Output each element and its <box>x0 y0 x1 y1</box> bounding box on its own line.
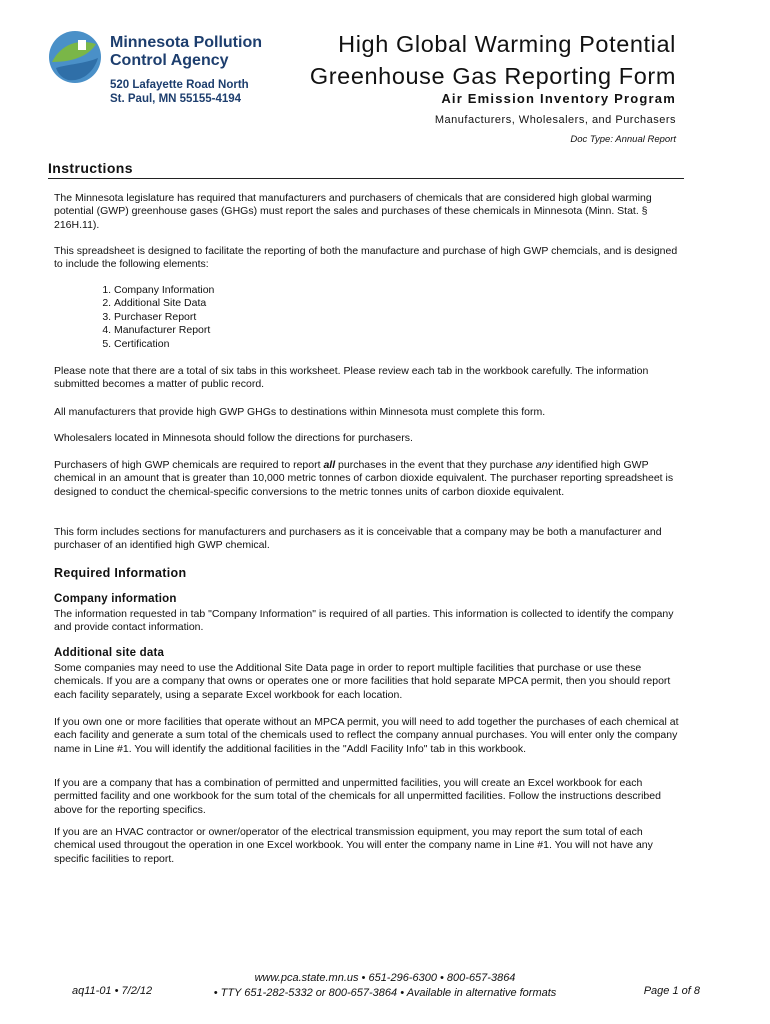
paragraph-text: If you are an HVAC contractor or owner/operator of the electrical transmission equipment, you may report the sum total of each chemical used througout the operation in one Excel workbook. You will enter the company name in Line #1. You will not have any specific facilities to report. <box>54 826 653 865</box>
agency-name-line2: Control Agency <box>110 52 229 69</box>
footer-contact-line1: www.pca.state.mn.us • 651-296-6300 • 800-657-3864 <box>254 972 516 984</box>
footer-contact-line2: • TTY 651-282-5332 or 800-657-3864 • Available in alternative formats <box>213 987 557 999</box>
text-run: purchases in the event that they purchase <box>335 459 536 471</box>
instructions-paragraph-5 <box>54 432 684 445</box>
agency-name-line1: Minnesota Pollution <box>110 34 262 51</box>
instructions-paragraph-7 <box>54 526 684 553</box>
site-data-paragraph-1 <box>54 662 684 702</box>
form-title <box>310 28 676 92</box>
audience-line: Manufacturers, Wholesalers, and Purchasers <box>434 114 676 126</box>
paragraph-text: If you own one or more facilities that operate without an MPCA permit, you will need to add together the purchases of each chemical at each facility and generate a sum total of the chemicals used to reflect the company annual purchases. You will enter only the company name in Line #1. You will identify the additional facilities in the "Addl Facility Info" tab in this workbook. <box>54 716 679 755</box>
site-data-paragraph-3 <box>54 777 684 817</box>
site-data-paragraph-2 <box>54 716 684 756</box>
paragraph-text: All manufacturers that provide high GWP GHGs to destinations within Minnesota must complete this form. <box>54 406 546 418</box>
paragraph-text: If you are a company that has a combination of permitted and unpermitted facilities, you will create an Excel workbook for each permitted facility and one workbook for the sum total of the chemicals for all unpermitted facilities. Follow the instructions described above for the reporting specifics. <box>54 777 661 816</box>
instructions-paragraph-2 <box>54 245 684 272</box>
footer-page-number: Page 1 of 8 <box>643 985 700 997</box>
instructions-paragraph-4 <box>54 406 684 419</box>
program-name: Air Emission Inventory Program <box>441 91 676 106</box>
paragraph-text: The information requested in tab "Company Information" is required of all parties. This information is collected to identify the company and provide contact information. <box>54 608 674 634</box>
address-line2: St. Paul, MN 55155-4194 <box>110 93 242 105</box>
paragraph-text: This spreadsheet is designed to facilitate the reporting of both the manufacture and purchase of high GWP chemcials, and is designed to include the following elements: <box>54 245 678 271</box>
list-item: 3. Purchaser Report <box>114 311 214 324</box>
additional-site-data-heading: Additional site data <box>54 647 165 659</box>
elements-list <box>94 284 214 351</box>
form-title-line2: Greenhouse Gas Reporting Form <box>309 63 676 89</box>
paragraph-text <box>54 459 684 499</box>
paragraph-text: The Minnesota legislature has required that manufacturers and purchasers of chemicals that are considered high global warming potential (GWP) greenhouse gases (GHGs) must report the sales and purchases of these chemicals in Minnesota (Minn. Stat. § 216H.11). <box>54 192 652 231</box>
site-data-paragraph-4 <box>54 826 684 866</box>
paragraph-text: Wholesalers located in Minnesota should follow the directions for purchasers. <box>54 432 413 444</box>
list-item: 4. Manufacturer Report <box>114 324 214 337</box>
text-run: Purchasers of high GWP chemicals are required to report <box>54 459 324 471</box>
agency-address <box>110 78 249 106</box>
emphasis-any: any <box>535 459 553 471</box>
instructions-paragraph-6 <box>54 459 684 499</box>
list-item: 1. Company Information <box>114 284 214 297</box>
list-item: 5. Certification <box>114 338 214 351</box>
mpca-logo-icon <box>46 28 104 86</box>
company-information-heading: Company information <box>54 593 177 605</box>
instructions-paragraph-1 <box>54 192 684 232</box>
address-line1: 520 Lafayette Road North <box>110 79 249 91</box>
form-title-line1: High Global Warming Potential <box>338 31 676 57</box>
agency-name <box>110 34 262 70</box>
mpca-logo <box>46 26 266 110</box>
instructions-heading: Instructions <box>48 160 684 179</box>
footer-doc-id: aq11-01 • 7/2/12 <box>72 985 153 997</box>
doc-type: Doc Type: Annual Report <box>570 134 676 145</box>
paragraph-text: Some companies may need to use the Additional Site Data page in order to report multiple facilities that purchase or use these chemicals. If you are a company that owns or operates one or more facilities that hold separate MPCA permit, then you should report each facility separately, using a separate Excel workbook for each location. <box>54 662 671 701</box>
company-information-text <box>54 608 684 635</box>
paragraph-text: Please note that there are a total of six tabs in this worksheet. Please review each tab in the workbook carefully. The information submitted becomes a matter of public record. <box>54 365 649 391</box>
emphasis-all: all <box>323 459 336 471</box>
text-run: identified high GWP chemical in an amount that is greater than 10,000 metric tonnes of carbon dioxide equivalent. The purchaser reporting spreadsheet is designed to conduct the chemical-specific conversions to the metric tonnes units of carbon dioxide equivalent. <box>54 459 674 498</box>
footer-contact <box>190 971 580 1001</box>
instructions-paragraph-3 <box>54 365 684 392</box>
paragraph-text: This form includes sections for manufacturers and purchasers as it is conceivable that a company may be both a manufacturer and purchaser of an identified high GWP chemical. <box>54 526 662 552</box>
list-item: 2. Additional Site Data <box>114 297 214 310</box>
required-information-heading: Required Information <box>54 566 187 580</box>
